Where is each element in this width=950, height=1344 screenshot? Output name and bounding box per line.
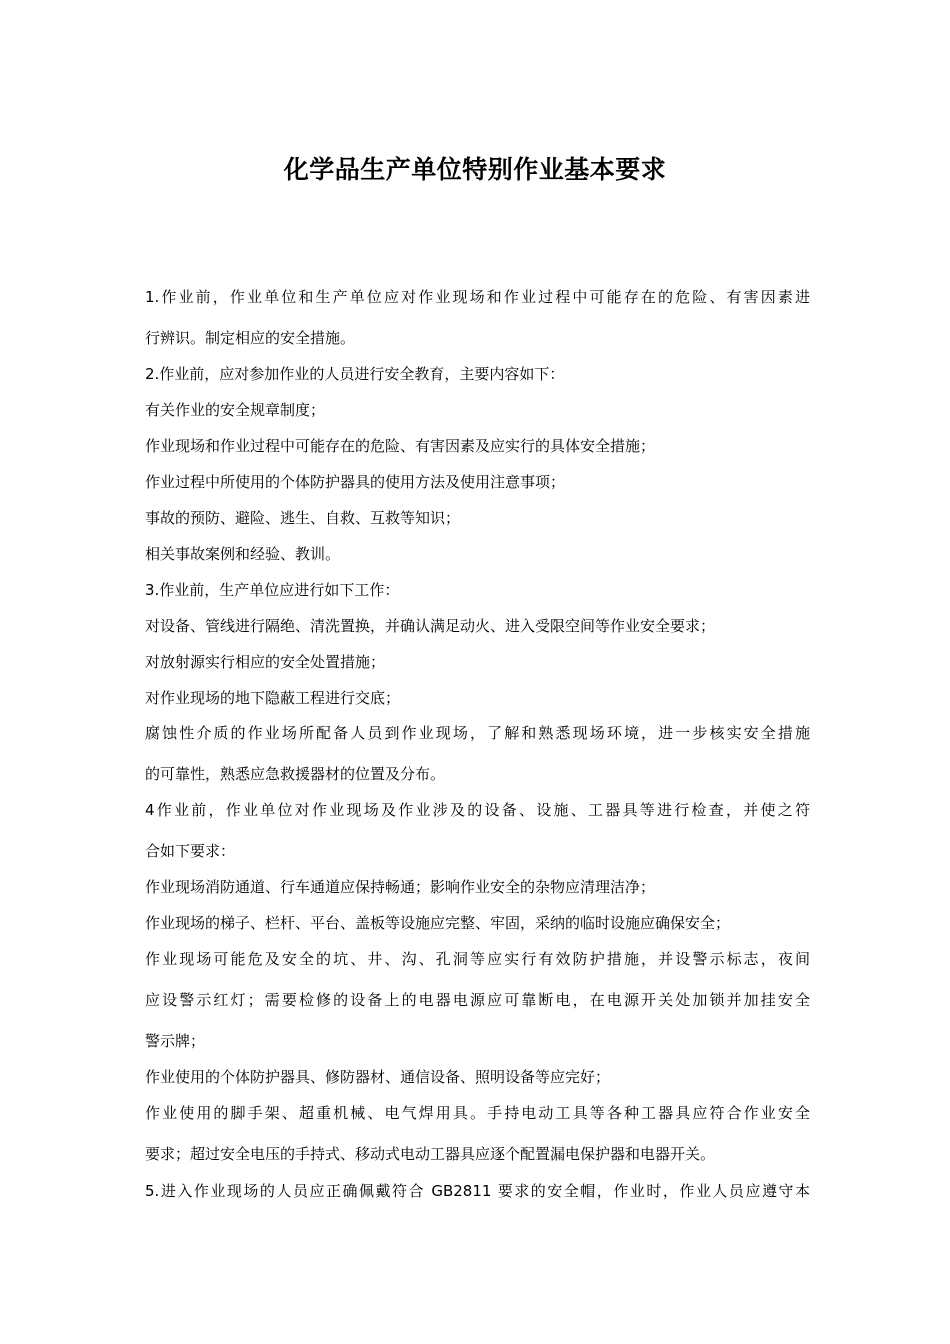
document-title: 化学品生产单位特别作业基本要求 [283,155,667,184]
paragraph-line: 5.进入作业现场的人员应正确佩戴符合 GB2811 要求的安全帽，作业时，作业人员应遵守本 [145,1182,810,1200]
paragraph-line: 合如下要求： [145,842,236,860]
paragraph-line: 要求；超过安全电压的手持式、移动式电动工器具应逐个配置漏电保护器和电器开关。 [145,1145,716,1163]
paragraph-line: 作业现场消防通道、行车通道应保持畅通；影响作业安全的杂物应清理洁净； [145,878,656,896]
paragraph-line: 2.作业前，应对参加作业的人员进行安全教育，主要内容如下： [145,365,565,383]
paragraph-line: 对设备、管线进行隔绝、清洗置换，并确认满足动火、进入受限空间等作业安全要求； [145,617,716,635]
paragraph-line: 行辨识。制定相应的安全措施。 [145,329,356,347]
paragraph-line: 有关作业的安全规章制度； [145,401,326,419]
paragraph-line: 1.作业前，作业单位和生产单位应对作业现场和作业过程中可能存在的危险、有害因素进 [145,288,810,306]
paragraph-line: 作业现场可能危及安全的坑、井、沟、孔洞等应实行有效防护措施，并设警示标志，夜间 [145,950,810,968]
paragraph-line: 作业过程中所使用的个体防护器具的使用方法及使用注意事项； [145,473,566,491]
paragraph-line: 警示牌； [145,1032,206,1050]
paragraph-line: 对放射源实行相应的安全处置措施； [145,653,386,671]
paragraph-line: 作业现场和作业过程中可能存在的危险、有害因素及应实行的具体安全措施； [145,437,656,455]
paragraph-line: 3.作业前，生产单位应进行如下工作： [145,581,400,599]
paragraph-line: 的可靠性，熟悉应急救援器材的位置及分布。 [145,765,446,783]
paragraph-line: 腐蚀性介质的作业场所配备人员到作业现场，了解和熟悉现场环境，进一步核实安全措施 [145,724,810,742]
paragraph-line: 作业现场的梯子、栏杆、平台、盖板等设施应完整、牢固，采纳的临时设施应确保安全； [145,914,731,932]
paragraph-line: 相关事故案例和经验、教训。 [145,545,341,563]
paragraph-line: 4作业前，作业单位对作业现场及作业涉及的设备、设施、工器具等进行检查，并使之符 [145,801,810,819]
paragraph-line: 对作业现场的地下隐蔽工程进行交底； [145,689,401,707]
paragraph-line: 作业使用的脚手架、超重机械、电气焊用具。手持电动工具等各种工器具应符合作业安全 [145,1104,810,1122]
paragraph-line: 作业使用的个体防护器具、修防器材、通信设备、照明设备等应完好； [145,1068,611,1086]
paragraph-line: 应设警示红灯；需要检修的设备上的电器电源应可靠断电，在电源开关处加锁并加挂安全 [145,991,810,1009]
paragraph-line: 事故的预防、避险、逃生、自救、互救等知识； [145,509,461,527]
